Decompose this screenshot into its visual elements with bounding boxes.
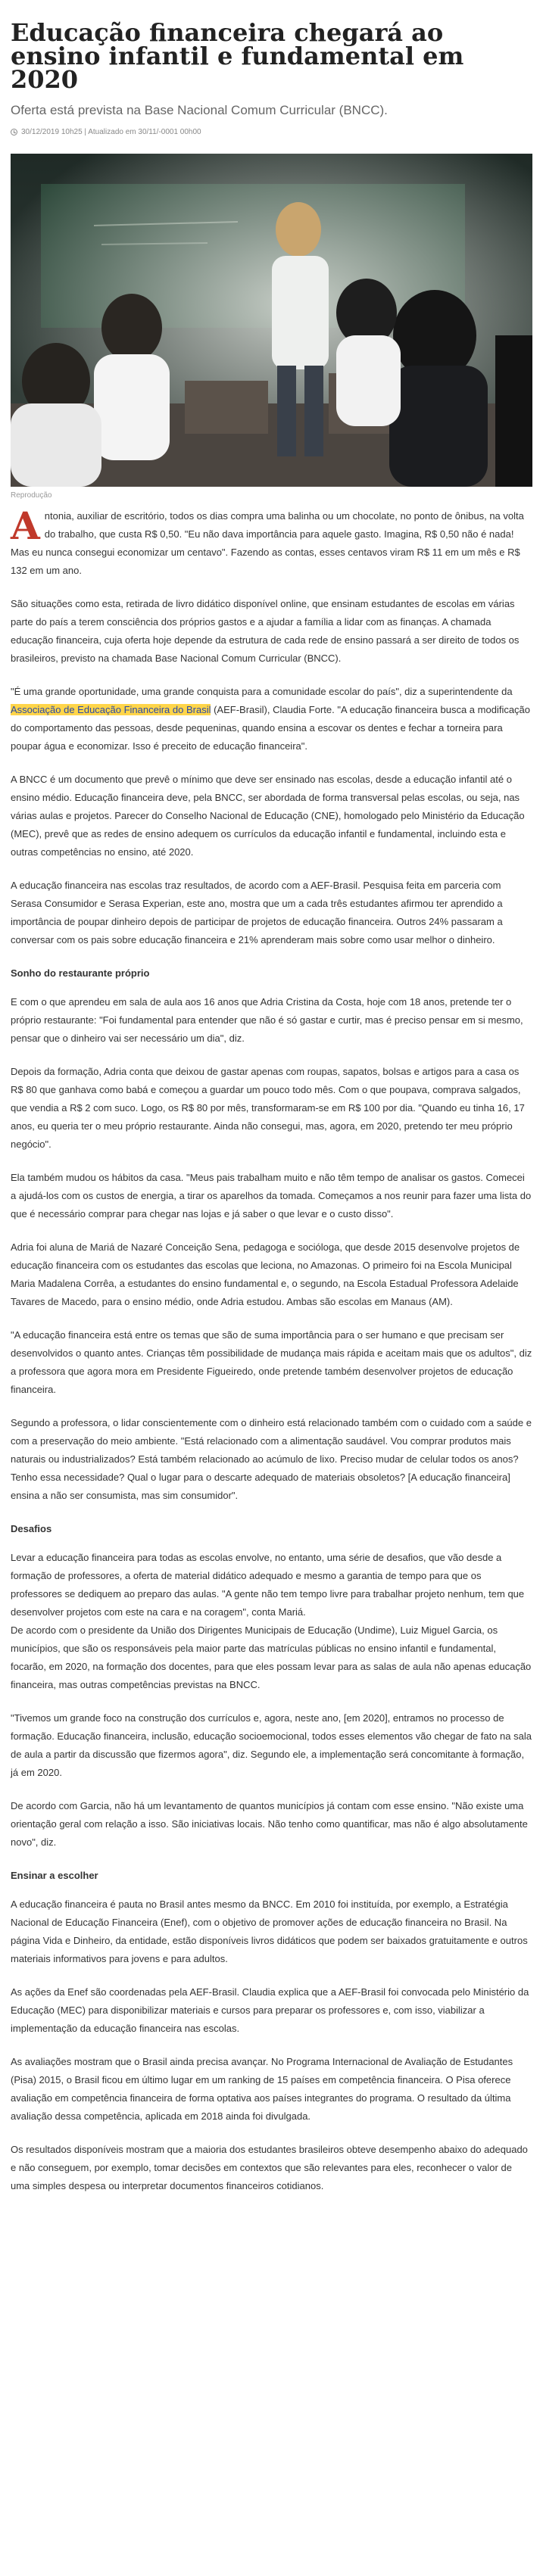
- section-heading: Desafios: [11, 1523, 52, 1534]
- article-paragraph: [11, 1414, 532, 1505]
- paragraph-text: ntonia, auxiliar de escritório, todos os dias compra uma balinha ou um chocolate, no ponto de ônibus, na volta do trabalho, que custa R$ 0,50. "Eu não dava importância para aquele gasto. Imagina, R$ 0,50 não é nada! Mas eu nunca consegui economizar um centavo". Fazendo as contas, esses centavos viram R$ 11 em um mês e R$ 132 em um ano.: [11, 510, 524, 576]
- publish-date: 30/12/2019 10h25 | Atualizado em 30/11/-0001 00h00: [21, 128, 201, 136]
- article-paragraph: [11, 1549, 532, 1621]
- article-paragraph: [11, 595, 532, 668]
- article-body: [11, 503, 532, 2195]
- paragraph-text: (AEF-Brasil), Claudia Forte. "A educação financeira busca a modificação do comportamento das pessoas, desde pequeninas, quando ensina a escovar os dentes e fechar a torneira para poupar água e economizar. Isso é preceito de educação financeira".: [11, 704, 531, 752]
- paragraph-text: "Tivemos um grande foco na construção dos currículos e, agora, neste ano, [em 2020], entramos no processo de formação. Educação financeira, inclusão, educação socioemocional, todos esses elementos vão chegar de fato na sala de aula a partir da discussão que fizermos agora", diz. Segundo ele, a implementação será concomitante à formação, já em 2020.: [11, 1712, 532, 1778]
- article-subtitle: Oferta está prevista na Base Nacional Comum Curricular (BNCC).: [11, 103, 388, 117]
- paragraph-text: São situações como esta, retirada de livro didático disponível online, que ensinam estudantes de escolas em várias parte do país a terem consciência dos próprios gastos e a ajudar a família a lidar com as finanças. A chamada educação financeira, cuja oferta hoje depende da estrutura de cada rede de ensino passará a ser direito de todos os brasileiros, previsto na chamada Base Nacional Comum Curricular (BNCC).: [11, 598, 520, 664]
- classroom-photo: [11, 154, 532, 487]
- article-paragraph: [11, 1983, 532, 2038]
- paragraph-text: Adria foi aluna de Mariá de Nazaré Conceição Sena, pedagoga e socióloga, que desde 2015 desenvolve projetos de educação financeira com os estudantes das escolas que leciona, no Amazonas. O primeiro foi na Escola Municipal Maria Madalena Corrêa, a estudantes do ensino fundamental e, o segundo, na Escola Estadual Professora Adelaide Tavares de Macedo, para o ensino médio, onde Adria estudou. Ambas são escolas em Manaus (AM).: [11, 1241, 520, 1307]
- paragraph-text: De acordo com Garcia, não há um levantamento de quantos municípios já contam com esse ensino. "Não existe uma orientação geral com relação a isso. São iniciativas locais. Não tenho como quantificar, mas não é algo absolutamente novo", diz.: [11, 1800, 528, 1848]
- article-paragraph: [11, 993, 532, 1048]
- article-paragraph: [11, 1238, 532, 1311]
- article-paragraph: [11, 1621, 532, 1694]
- article-paragraph: [11, 2141, 532, 2195]
- drop-cap: A: [11, 503, 40, 548]
- paragraph-text: A educação financeira nas escolas traz resultados, de acordo com a AEF-Brasil. Pesquisa feita em parceria com Serasa Consumidor e Serasa Experian, este ano, mostra que um a cada três estudantes afirmou ter aprendido a importância de poupar dinheiro depois de participar de projetos de educação financeira. Outros 24% passaram a conversar com os pais sobre educação financeira e 21% aprenderam mais sobre como usar melhor o dinheiro.: [11, 880, 503, 945]
- article-paragraph: [11, 1326, 532, 1399]
- paragraph-text: De acordo com o presidente da União dos Dirigentes Municipais de Educação (Undime), Luiz Miguel Garcia, os municípios, que são os responsáveis pela maior parte das matrículas públicas no ensino infantil e fundamental, focarão, em 2020, na formação dos docentes, para que eles possam levar para as salas de aula não apenas educação financeira, mas outras competências previstas na BNCC.: [11, 1624, 532, 1690]
- article-meta: [11, 128, 532, 136]
- paragraph-text: A educação financeira é pauta no Brasil antes mesmo da BNCC. Em 2010 foi instituída, por exemplo, a Estratégia Nacional de Educação Financeira (Enef), com o objetivo de promover ações de educação financeira no Brasil. Na página Vida e Dinheiro, da entidade, estão disponíveis livros didáticos que podem ser baixados gratuitamente e outros materiais informativos para jovens e para adultos.: [11, 1899, 528, 1964]
- paragraph-text: Os resultados disponíveis mostram que a maioria dos estudantes brasileiros obteve desempenho abaixo do adequado e não conseguem, por exemplo, tomar decisões em contextos que são relevantes para eles, reconhecer o valor de uma simples despesa ou interpretar documentos financeiros cotidianos.: [11, 2144, 528, 2191]
- article-paragraph: [11, 771, 532, 861]
- paragraph-text: A BNCC é um documento que prevê o mínimo que deve ser ensinado nas escolas, desde a educação infantil até o ensino médio. Educação financeira deve, pela BNCC, ser abordada de forma transversal pelas escolas, ou seja, nas várias aulas e projetos. Parecer do Conselho Nacional de Educação (CNE), homologado pelo Ministério da Educação (MEC), prevê que as redes de ensino adequem os currículos da educação infantil e fundamental, incluindo esta e outras competências no ensino, até 2020.: [11, 774, 525, 858]
- article-paragraph: [11, 1063, 532, 1154]
- article-paragraph: [11, 503, 532, 580]
- paragraph-text: Depois da formação, Adria conta que deixou de gastar apenas com roupas, sapatos, bolsas e artigos para a casa os R$ 80 que ganhava como babá e começou a guardar um pouco todo mês. Com o que poupava, comprava salgados, que vendia a R$ 2 com suco. Logo, os R$ 80 por mês, transformaram-se em R$ 100 por dia. "Quando eu tinha 16, 17 anos, eu queria ter o meu próprio restaurante. Ainda não consegui, mas, agora, em 2020, pretendo ter meu próprio negócio".: [11, 1066, 525, 1150]
- paragraph-text: Levar a educação financeira para todas as escolas envolve, no entanto, uma série de desafios, que vão desde a formação de professores, a oferta de material didático adequado e mesmo a garantia de tempo para que os professores se dediquem ao preparo das aulas. "A gente não tem tempo livre para trabalhar projeto nenhum, tem que desenvolver projetos com este na cara e na coragem", conta Mariá.: [11, 1552, 525, 1618]
- article-title: Educação financeira chegará ao ensino infantil e fundamental em 2020: [11, 18, 464, 94]
- paragraph-text: Ela também mudou os hábitos da casa. "Meus pais trabalham muito e não têm tempo de analisar os gastos. Comecei a ajudá-los com os custos de energia, a tirar os aparelhos da tomada. Começamos a nos reunir para fazer uma lista do que é necessário comprar para chegar nas lojas e já saber o que levar e o custo disso".: [11, 1172, 532, 1219]
- article-paragraph: [11, 1709, 532, 1782]
- paragraph-text: "A educação financeira está entre os temas que são de suma importância para o ser humano e que precisam ser desenvolvidos o quanto antes. Crianças têm possibilidade de mudança mais rápida e aceitam mais que os adultos", diz a professora que agora mora em Presidente Figueiredo, onde pretende também desenvolver projetos de educação financeira.: [11, 1329, 532, 1395]
- paragraph-text: Segundo a professora, o lidar conscientemente com o dinheiro está relacionado também com o cuidado com a saúde e com a preservação do meio ambiente. "Está relacionado com a alimentação saudável. Vou comprar produtos mais naturais ou industrializados? Está também relacionado ao acúmulo de lixo. Preciso mudar de celular todos os anos? Tenho essa necessidade? Qual o lugar para o descarte adequado de materiais obsoletos? [A educação financeira] ensina a não ser consumista, mas sim consumidor".: [11, 1417, 532, 1501]
- article-paragraph: [11, 1797, 532, 1852]
- aef-brasil-link[interactable]: Associação de Educação Financeira do Brasil: [11, 704, 211, 715]
- section-heading: Ensinar a escolher: [11, 1870, 98, 1881]
- clock-icon: [11, 129, 17, 135]
- paragraph-text: As avaliações mostram que o Brasil ainda precisa avançar. No Programa Internacional de Avaliação de Estudantes (Pisa) 2015, o Brasil ficou em último lugar em um ranking de 15 países em competência financeira. O Pisa oferece avaliação em competência financeira de forma optativa aos países integrantes do programa. O resultado da última avaliação dessa competência, aplicada em 2018 ainda foi divulgada.: [11, 2056, 513, 2122]
- article-paragraph: [11, 1169, 532, 1223]
- article-paragraph: [11, 1895, 532, 1968]
- paragraph-text: E com o que aprendeu em sala de aula aos 16 anos que Adria Cristina da Costa, hoje com 18 anos, pretende ter o próprio restaurante: "Foi fundamental para entender que não é só gastar e curtir, mas é preciso pensar em si mesmo, pensar que o dinheiro vai ser necessário um dia", diz.: [11, 996, 523, 1044]
- article-paragraph: [11, 683, 532, 755]
- article-paragraph: [11, 877, 532, 949]
- section-heading: Sonho do restaurante próprio: [11, 967, 150, 979]
- paragraph-text: As ações da Enef são coordenadas pela AEF-Brasil. Claudia explica que a AEF-Brasil foi convocada pelo Ministério da Educação (MEC) para disponibilizar materiais e cursos para preparar os professores e, com isso, viabilizar a implementação da educação financeira nas escolas.: [11, 1986, 529, 2034]
- paragraph-text: "É uma grande oportunidade, uma grande conquista para a comunidade escolar do país", diz a superintendente da: [11, 686, 513, 697]
- article-paragraph: [11, 2053, 532, 2126]
- image-caption: Reprodução: [11, 491, 52, 500]
